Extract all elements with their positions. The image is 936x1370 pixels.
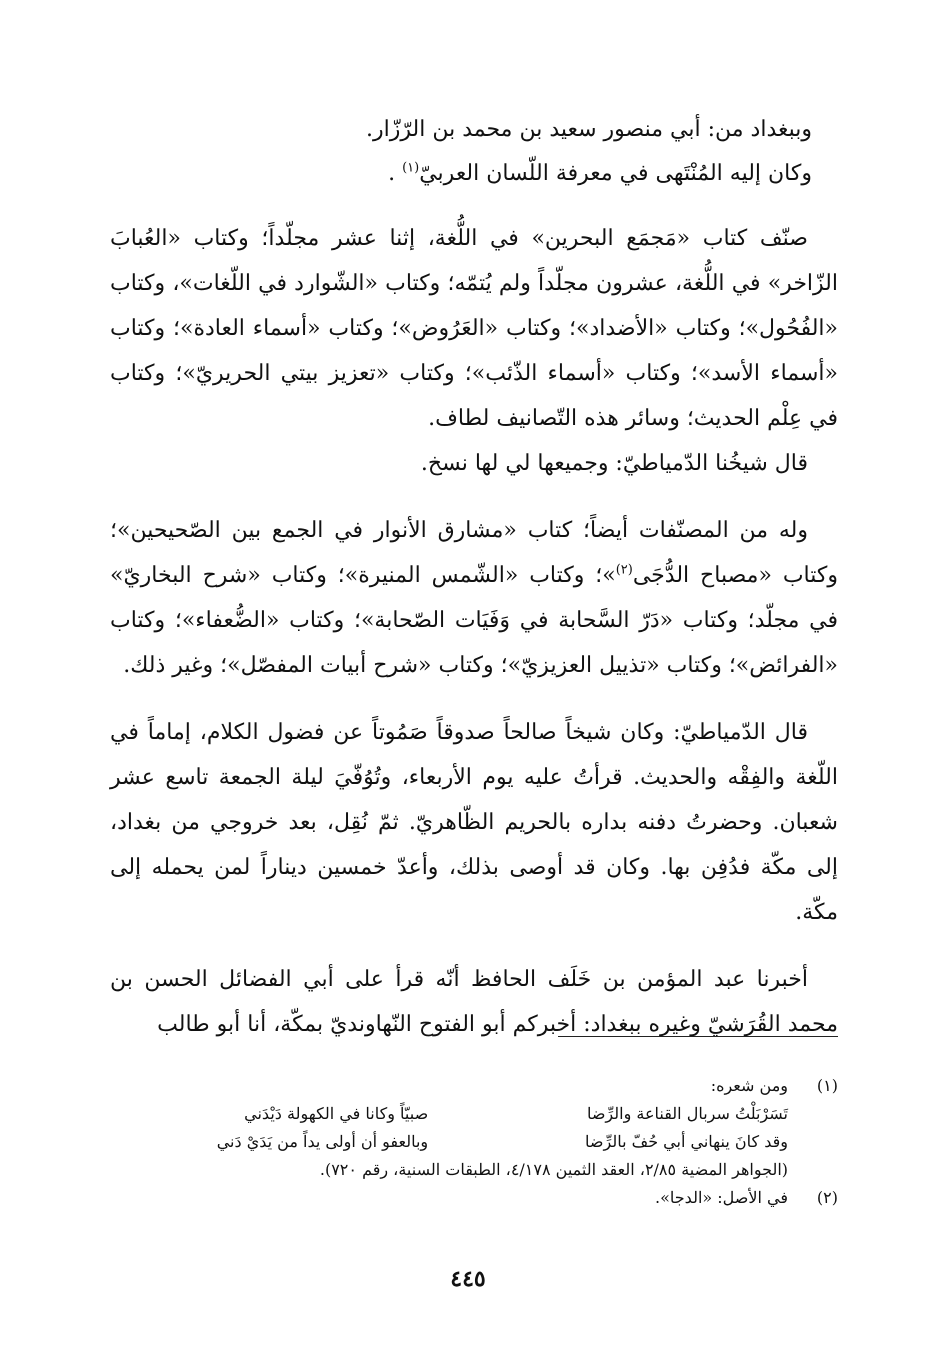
main-text: [110, 108, 838, 1047]
paragraph-more-works: [110, 508, 838, 688]
footnotes: [96, 1072, 838, 1212]
paragraph-works: [110, 216, 838, 486]
footnote-1-sources: (الجواهر المضية ٢/٨٥، العقد الثمين ٤/١٧٨، الطبقات السنية، رقم ٧٢٠).: [319, 1160, 788, 1179]
verse-1-first-hemistich: تَسَرْبَلْتُ سربال القناعة والرِّضا: [586, 1104, 788, 1123]
paragraph-biography: [110, 710, 838, 935]
intro-line-1: وببغداد من: أبي منصور سعيد بن محمد بن الرّزّار.: [366, 117, 812, 142]
verse-2-first-hemistich: وقد كانَ ينهاني أبي حُفّ بالرِّضا: [585, 1132, 788, 1151]
paragraph-isnad: [110, 957, 838, 1047]
paragraph-works-text: صنّف كتاب «مَجمَع البحرين» في اللُّغة، إثنا عشر مجلّداً؛ وكتاب «العُبابَ الزّاخر» في اللُّغة، عشرون مجلّداً ولم يُتمّه؛ وكتاب «الشّوارد في اللّغات»، وكتاب «الفُحُول»؛ وكتاب «الأضداد»؛ وكتاب «العَرُوض»؛ وكتاب «أسماء العادة»؛ وكتاب «أسماء الأسد»؛ وكتاب «أسماء الذّئب»؛ وكتاب «تعزيز بيتي الحريريّ»؛ وكتاب في عِلْم الحديث؛ وسائر هذه التّصانيف لطاف.: [110, 226, 838, 431]
footnote-ref-2: (٢): [615, 562, 633, 578]
dimyati-quote-text: قال شيخُنا الدّمياطيّ: وجميعها لي لها نسخ.: [420, 451, 808, 476]
page-number: ٤٤٥: [450, 1266, 486, 1292]
intro-line-2-text: وكان إليه المُنْتَهى في معرفة اللّسان العربيّ: [419, 161, 812, 186]
intro-line-2-end: .: [388, 161, 396, 186]
verse-1-second-hemistich: صبيّاً وكانا في الكهولة دَيْدَني: [244, 1104, 429, 1123]
paragraph-isnad-text: أخبرنا عبد المؤمن بن خَلَف الحافظ أنّه قرأ على أبي الفضائل الحسن بن محمد القُرَشيّ وغيره ببغداد: أخبركم أبو الفتوح النّهاونديّ بمكّة، أنا أبو طالب: [110, 967, 838, 1037]
footnote-1: [96, 1072, 838, 1184]
paragraph-more-works-a: وله من المصنّفات أيضاً؛ كتاب «مشارق الأنوار في الجمع بين الصّحيحين»؛ وكتاب «مصباح الدُّجَى: [110, 518, 838, 588]
verse-2-second-hemistich: وبالعفو أن أولى يداً من يَدَيْ دَني: [216, 1132, 429, 1151]
dimyati-quote: [110, 441, 838, 486]
footnote-2-text: في الأصل: «الدجا».: [655, 1188, 788, 1207]
intro-line-2: [110, 152, 812, 196]
footnote-1-number: (١): [816, 1076, 838, 1095]
footnote-1-lead: ومن شعره:: [710, 1076, 788, 1095]
footnote-1-body: [96, 1072, 788, 1184]
paragraph-biography-text: قال الدّمياطيّ: وكان شيخاً صالحاً صدوقاً صَمُوتاً عن فضول الكلام، إماماً في اللّغة والفِقْه والحديث. قرأتُ عليه يوم الأربعاء، وتُوُفّيَ ليلة الجمعة تاسع عشر شعبان. وحضرتُ دفنه بداره بالحريم الظّاهريّ. ثمّ نُقِل، بعد خروجي من بغداد، إلى مكّة فدُفِن بها. وكان قد أوصى بذلك، وأعدّ خمسين ديناراً لمن يحمله إلى مكّة.: [110, 720, 838, 925]
paragraph-more-works-b: »؛ وكتاب «الشّمس المنيرة»؛ وكتاب «شرح البخاريّ» في مجلّد؛ وكتاب «دَرّ السَّحابة في وَفَيَات الصّحابة»؛ وكتاب «الضُّعفاء»؛ وكتاب «الفرائض»؛ وكتاب «تذييل العزيزيّ»؛ وكتاب «شرح أبيات المفصّل»؛ وغير ذلك.: [110, 563, 838, 678]
verse-2: [96, 1128, 788, 1156]
footnote-ref-1: (١): [402, 160, 420, 176]
footnote-2-number: (٢): [816, 1188, 838, 1207]
intro-block: [110, 108, 812, 196]
verse-1: [96, 1100, 788, 1128]
footnote-divider: [558, 1036, 838, 1037]
footnote-2: [96, 1184, 838, 1212]
